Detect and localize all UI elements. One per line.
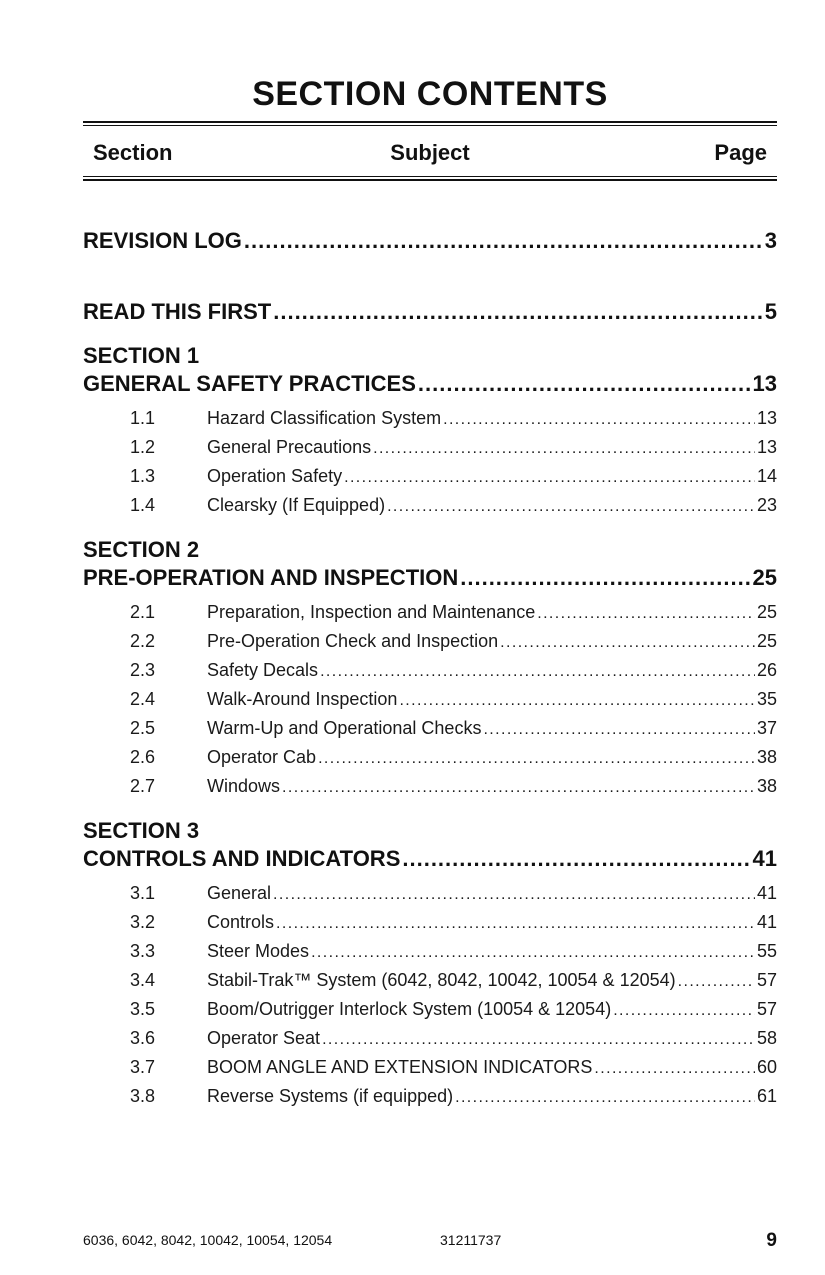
- subentry-title: Warm-Up and Operational Checks: [207, 718, 482, 738]
- dot-leader: [344, 469, 755, 487]
- dot-leader: [613, 1002, 755, 1020]
- dot-leader: [387, 498, 755, 516]
- dot-leader: [678, 973, 755, 991]
- dot-leader: [594, 1060, 755, 1078]
- subentry-number: 2.4: [130, 689, 156, 709]
- dot-leader: [244, 228, 763, 254]
- section-title: PRE-OPERATION AND INSPECTION: [83, 565, 459, 590]
- dot-leader: [320, 663, 755, 681]
- section-page: 13: [752, 371, 777, 396]
- dot-leader: [455, 1089, 755, 1107]
- subentry-page: 26: [756, 660, 777, 680]
- subentry-page: 14: [756, 466, 777, 486]
- subentry-title: Hazard Classification System: [207, 408, 442, 428]
- toc-entry-title: REVISION LOG: [83, 228, 242, 253]
- subentry-number: 3.6: [130, 1028, 156, 1048]
- dot-leader: [537, 605, 755, 623]
- toc-section-1[interactable]: [83, 371, 777, 397]
- header-top-rule-thin: [83, 125, 777, 126]
- subentry-title: Windows: [207, 776, 281, 796]
- subentry-number: 3.5: [130, 999, 156, 1019]
- subentry-page: 38: [756, 776, 777, 796]
- subentry-page: 55: [756, 941, 777, 961]
- section-title: CONTROLS AND INDICATORS: [83, 846, 401, 871]
- toc-entry-page: 3: [764, 228, 777, 253]
- subentry-title: Stabil-Trak™ System (6042, 8042, 10042, 10054 & 12054): [207, 970, 676, 990]
- dot-leader: [483, 721, 755, 739]
- subentry-page: 13: [756, 437, 777, 457]
- subentry-page: 38: [756, 747, 777, 767]
- subentry-page: 57: [756, 999, 777, 1019]
- subentry-number: 1.2: [130, 437, 156, 457]
- dot-leader: [402, 846, 750, 872]
- dot-leader: [399, 692, 755, 710]
- section-page: 25: [752, 565, 777, 590]
- section-page: 41: [752, 846, 777, 871]
- subentry-page: 41: [756, 883, 777, 903]
- subentry-page: 60: [756, 1057, 777, 1077]
- dot-leader: [322, 1031, 755, 1049]
- subentry-number: 2.3: [130, 660, 156, 680]
- subentry-page: 35: [756, 689, 777, 709]
- subentry-title: General: [207, 883, 272, 903]
- footer-part-number: 31211737: [440, 1232, 502, 1248]
- subentry-number: 3.1: [130, 883, 156, 903]
- subentry-page: 23: [756, 495, 777, 515]
- column-header-page: Page: [714, 140, 767, 165]
- subentry-page: 61: [756, 1086, 777, 1106]
- subentry-number: 3.2: [130, 912, 156, 932]
- section-label: SECTION 3: [83, 818, 200, 843]
- toc-section-2[interactable]: [83, 565, 777, 591]
- toc-entry-revision-log[interactable]: [83, 228, 777, 254]
- subentry-page: 25: [756, 602, 777, 622]
- subentry-number: 3.4: [130, 970, 156, 990]
- subentry-number: 3.8: [130, 1086, 156, 1106]
- subentry-title: Steer Modes: [207, 941, 310, 961]
- subentry-title: Operator Cab: [207, 747, 317, 767]
- subentry-title: Boom/Outrigger Interlock System (10054 & 12054): [207, 999, 612, 1019]
- section-label: SECTION 2: [83, 537, 200, 562]
- dot-leader: [311, 944, 755, 962]
- subentry-number: 1.1: [130, 408, 156, 428]
- column-header-subject: Subject: [390, 140, 470, 165]
- subentry-title: Safety Decals: [207, 660, 319, 680]
- subentry-title: Operator Seat: [207, 1028, 321, 1048]
- subentry-title: Controls: [207, 912, 275, 932]
- dot-leader: [273, 886, 755, 904]
- subentry-title: Clearsky (If Equipped): [207, 495, 386, 515]
- subentry-title: Reverse Systems (if equipped): [207, 1086, 454, 1106]
- subentry-title: Pre-Operation Check and Inspection: [207, 631, 499, 651]
- subentry-title: BOOM ANGLE AND EXTENSION INDICATORS: [207, 1057, 593, 1077]
- toc-section-3[interactable]: [83, 846, 777, 872]
- subentry-page: 37: [756, 718, 777, 738]
- toc-entry-page: 5: [764, 299, 777, 324]
- subentry-page: 58: [756, 1028, 777, 1048]
- page-title: SECTION CONTENTS: [252, 75, 608, 113]
- subentry-number: 3.3: [130, 941, 156, 961]
- dot-leader: [273, 299, 763, 325]
- subentry-page: 25: [756, 631, 777, 651]
- subentry-title: Walk-Around Inspection: [207, 689, 398, 709]
- footer-models: 6036, 6042, 8042, 10042, 10054, 12054: [83, 1232, 333, 1248]
- subentry-page: 41: [756, 912, 777, 932]
- header-bottom-rule: [83, 179, 777, 181]
- subentry-title: Preparation, Inspection and Maintenance: [207, 602, 536, 622]
- header-top-rule: [83, 121, 777, 123]
- column-header-section: Section: [93, 140, 173, 165]
- subentry-number: 2.7: [130, 776, 156, 796]
- dot-leader: [318, 750, 755, 768]
- toc-entry-read-this-first[interactable]: [83, 299, 777, 325]
- section-title: GENERAL SAFETY PRACTICES: [83, 371, 416, 396]
- subentry-number: 3.7: [130, 1057, 156, 1077]
- dot-leader: [282, 779, 755, 797]
- subentry-number: 1.4: [130, 495, 156, 515]
- subentry-number: 2.2: [130, 631, 156, 651]
- subentry-number: 2.1: [130, 602, 156, 622]
- subentry-page: 13: [756, 408, 777, 428]
- dot-leader: [373, 440, 755, 458]
- column-header: [83, 140, 777, 170]
- subentry-page: 57: [756, 970, 777, 990]
- subentry-number: 1.3: [130, 466, 156, 486]
- subentry-title: Operation Safety: [207, 466, 343, 486]
- subentry-title: General Precautions: [207, 437, 372, 457]
- subentry-number: 2.5: [130, 718, 156, 738]
- dot-leader: [500, 634, 755, 652]
- dot-leader: [276, 915, 755, 933]
- dot-leader: [460, 565, 750, 591]
- section-label: SECTION 1: [83, 343, 200, 368]
- toc-entry-title: READ THIS FIRST: [83, 299, 272, 324]
- dot-leader: [443, 411, 755, 429]
- subentry-number: 2.6: [130, 747, 156, 767]
- footer-page-number: 9: [766, 1230, 777, 1251]
- dot-leader: [418, 371, 751, 397]
- header-bottom-rule-thin: [83, 176, 777, 177]
